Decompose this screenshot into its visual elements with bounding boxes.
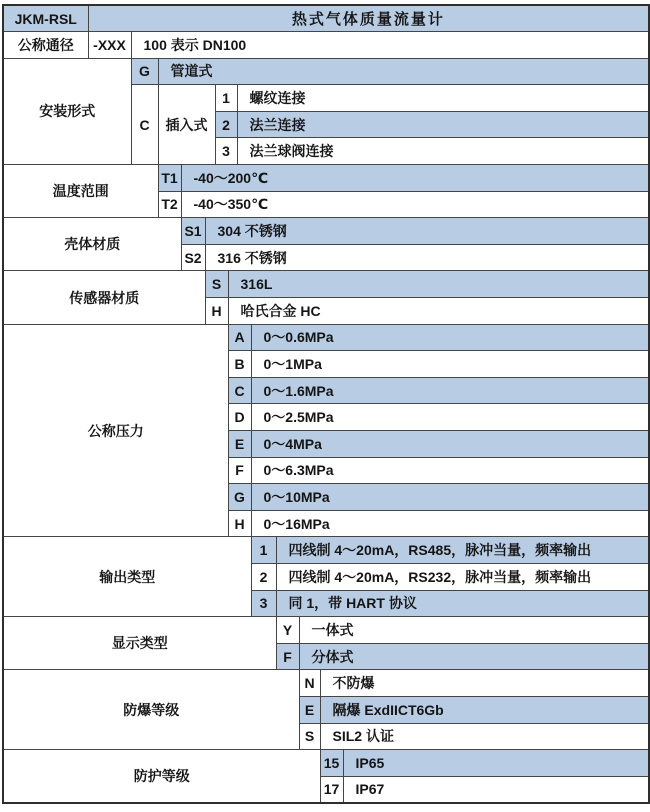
option-value: 0～6.3MPa [251, 457, 649, 484]
section-label-temperature-range: 温度范围 [3, 165, 158, 218]
section-label-display-type: 显示类型 [3, 617, 276, 670]
option-code: N [299, 670, 320, 697]
housing-material-row [3, 218, 649, 245]
option-code: 15 [320, 750, 343, 777]
option-code: C [131, 85, 158, 165]
option-code: B [228, 351, 251, 378]
option-code: 17 [320, 776, 343, 803]
section-label-install-type: 安装形式 [3, 58, 131, 164]
section-label-nominal-pressure: 公称压力 [3, 324, 228, 537]
option-value: 四线制 4～20mA，RS232，脉冲当量，频率输出 [276, 563, 649, 590]
option-value: 四线制 4～20mA，RS485，脉冲当量，频率输出 [276, 537, 649, 564]
model-selection-table [2, 4, 650, 804]
section-label-sensor-material: 传感器材质 [3, 271, 205, 324]
install-pipe-row [3, 58, 649, 85]
option-code: 1 [251, 537, 276, 564]
option-value: 分体式 [299, 643, 649, 670]
option-value: 不防爆 [320, 670, 649, 697]
option-value: 螺纹连接 [237, 85, 649, 112]
explosion-proof-row [3, 670, 649, 697]
option-value: 法兰球阀连接 [237, 138, 649, 165]
option-code: 1 [215, 85, 237, 112]
option-code: 2 [215, 111, 237, 138]
header-row [3, 5, 649, 32]
section-label-output-type: 输出类型 [3, 537, 251, 617]
option-code: H [205, 298, 228, 325]
option-value: 隔爆 ExdIICT6Gb [320, 696, 649, 723]
pressure-row [3, 324, 649, 351]
option-value: 0～1.6MPa [251, 377, 649, 404]
option-value: 哈氏合金 HC [228, 298, 649, 325]
option-code: F [276, 643, 299, 670]
section-label-housing-material: 壳体材质 [3, 218, 181, 271]
section-label-protection-rating: 防护等级 [3, 750, 320, 803]
option-code: 3 [215, 138, 237, 165]
option-value: SIL2 认证 [320, 723, 649, 750]
option-value: IP67 [343, 776, 649, 803]
option-value: 0～4MPa [251, 431, 649, 458]
option-value: 0～10MPa [251, 484, 649, 511]
option-code: E [228, 431, 251, 458]
option-value: 同 1，带 HART 协议 [276, 590, 649, 617]
option-code: S [205, 271, 228, 298]
option-value: 管道式 [158, 58, 649, 85]
protection-rating-row [3, 750, 649, 777]
nominal-diameter-value: 100 表示 DN100 [131, 32, 649, 59]
option-value: -40～200℃ [181, 165, 649, 192]
temperature-row [3, 165, 649, 192]
option-value: IP65 [343, 750, 649, 777]
option-value: 0～16MPa [251, 510, 649, 537]
option-code: F [228, 457, 251, 484]
output-type-row [3, 537, 649, 564]
option-value: 一体式 [299, 617, 649, 644]
option-value: -40～350℃ [181, 191, 649, 218]
option-value: 法兰连接 [237, 111, 649, 138]
insert-type-label: 插入式 [158, 85, 215, 165]
model-code: JKM-RSL [3, 5, 88, 32]
option-value: 0～0.6MPa [251, 324, 649, 351]
option-value: 316 不锈钢 [205, 244, 649, 271]
option-code: A [228, 324, 251, 351]
product-title: 热式气体质量流量计 [88, 5, 649, 32]
option-value: 0～1MPa [251, 351, 649, 378]
sensor-material-row [3, 271, 649, 298]
nominal-diameter-code: -XXX [88, 32, 131, 59]
option-code: E [299, 696, 320, 723]
option-code: S1 [181, 218, 205, 245]
option-code: 2 [251, 563, 276, 590]
section-label-nominal-diameter: 公称通径 [3, 32, 88, 59]
option-code: Y [276, 617, 299, 644]
option-code: S [299, 723, 320, 750]
option-code: D [228, 404, 251, 431]
nominal-diameter-row [3, 32, 649, 59]
option-value: 316L [228, 271, 649, 298]
display-type-row [3, 617, 649, 644]
option-code: H [228, 510, 251, 537]
option-code: T1 [158, 165, 181, 192]
option-code: S2 [181, 244, 205, 271]
option-value: 0～2.5MPa [251, 404, 649, 431]
section-label-explosion-proof-rating: 防爆等级 [3, 670, 299, 750]
option-value: 304 不锈钢 [205, 218, 649, 245]
option-code: T2 [158, 191, 181, 218]
option-code: G [228, 484, 251, 511]
option-code: C [228, 377, 251, 404]
option-code: G [131, 58, 158, 85]
option-code: 3 [251, 590, 276, 617]
